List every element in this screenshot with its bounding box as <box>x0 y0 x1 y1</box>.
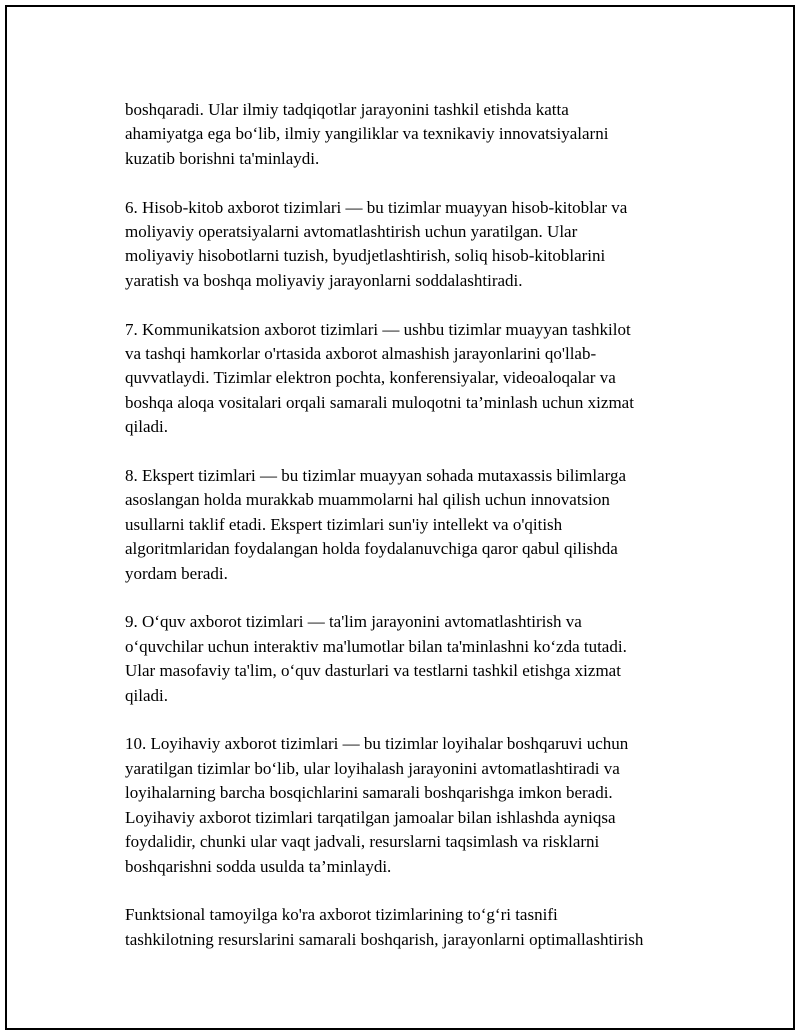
document-body <box>125 98 695 952</box>
text-line: Funktsional tamoyilga ko'ra axborot tizimlarining to‘g‘ri tasnifi <box>125 905 558 925</box>
paragraph-intro-continuation <box>125 98 695 171</box>
text-line: loyihalarning barcha bosqichlarini samarali boshqarishga imkon beradi. <box>125 783 613 803</box>
text-line: moliyaviy operatsiyalarni avtomatlashtirish uchun yaratilgan. Ular <box>125 222 578 242</box>
text-line: yaratilgan tizimlar bo‘lib, ular loyihalash jarayonini avtomatlashtiradi va <box>125 758 620 778</box>
text-line: Loyihaviy axborot tizimlari tarqatilgan jamoalar bilan ishlashda ayniqsa <box>125 807 616 827</box>
page-frame <box>5 5 795 1030</box>
text-line: 10. Loyihaviy axborot tizimlari — bu tizimlar loyihalar boshqaruvi uchun <box>125 734 629 754</box>
text-line: algoritmlaridan foydalangan holda foydalanuvchiga qaror qabul qilishda <box>125 539 618 559</box>
paragraph-item-10 <box>125 732 695 878</box>
text-line: 7. Kommunikatsion axborot tizimlari — ushbu tizimlar muayyan tashkilot <box>125 319 631 339</box>
text-line: Ular masofaviy ta'lim, o‘quv dasturlari va testlarni tashkil etishga xizmat <box>125 661 621 681</box>
text-line: quvvatlaydi. Tizimlar elektron pochta, konferensiyalar, videoaloqalar va <box>125 368 616 388</box>
paragraph-item-6 <box>125 196 695 294</box>
text-line: o‘quvchilar uchun interaktiv ma'lumotlar bilan ta'minlashni ko‘zda tutadi. <box>125 636 627 656</box>
text-line: va tashqi hamkorlar o'rtasida axborot almashish jarayonlarini qo'llab- <box>125 344 597 364</box>
text-line: yaratish va boshqa moliyaviy jarayonlarni soddalashtiradi. <box>125 270 523 290</box>
text-line: 6. Hisob-kitob axborot tizimlari — bu tizimlar muayyan hisob-kitoblar va <box>125 197 628 217</box>
paragraph-conclusion <box>125 903 695 952</box>
text-line: moliyaviy hisobotlarni tuzish, byudjetlashtirish, soliq hisob-kitoblarini <box>125 246 606 266</box>
text-line: foydalidir, chunki ular vaqt jadvali, resurslarni taqsimlash va risklarni <box>125 832 600 852</box>
paragraph-item-9 <box>125 610 695 708</box>
text-line: boshqarishni sodda usulda ta’minlaydi. <box>125 856 392 876</box>
paragraph-item-8 <box>125 464 695 586</box>
text-line: tashkilotning resurslarini samarali boshqarish, jarayonlarni optimallashtirish <box>125 929 644 949</box>
paragraph-item-7 <box>125 318 695 440</box>
text-line: ahamiyatga ega bo‘lib, ilmiy yangiliklar va texnikaviy innovatsiyalarni <box>125 124 609 144</box>
text-line: kuzatib borishni ta'minlaydi. <box>125 148 320 168</box>
text-line: 8. Ekspert tizimlari — bu tizimlar muayyan sohada mutaxassis bilimlarga <box>125 466 627 486</box>
text-line: 9. O‘quv axborot tizimlari — ta'lim jarayonini avtomatlashtirish va <box>125 612 582 632</box>
text-line: asoslangan holda murakkab muammolarni hal qilish uchun innovatsion <box>125 490 610 510</box>
text-line: qiladi. <box>125 685 168 705</box>
text-line: yordam beradi. <box>125 563 228 583</box>
text-line: usullarni taklif etadi. Ekspert tizimlari sun'iy intellekt va o'qitish <box>125 514 563 534</box>
text-line: boshqa aloqa vositalari orqali samarali muloqotni ta’minlash uchun xizmat <box>125 392 634 412</box>
text-line: boshqaradi. Ular ilmiy tadqiqotlar jarayonini tashkil etishda katta <box>125 100 569 119</box>
text-line: qiladi. <box>125 417 168 437</box>
